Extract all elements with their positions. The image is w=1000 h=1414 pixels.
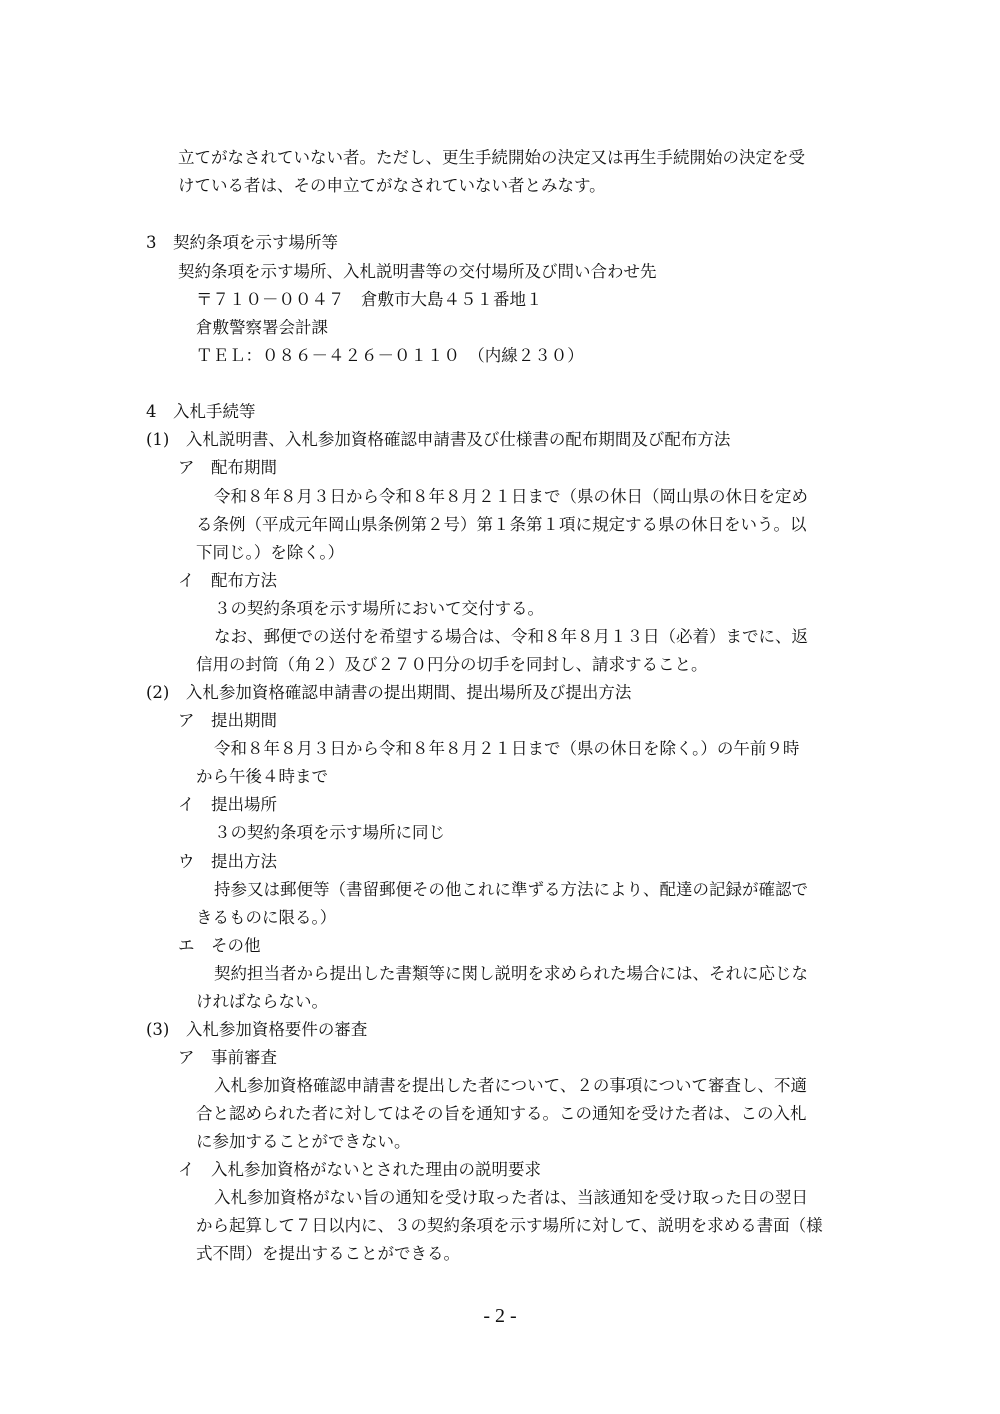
text-line: 式不問）を提出することができる。 <box>196 1244 460 1263</box>
section-heading: 4 入札手続等 <box>146 402 256 421</box>
text-line: 令和８年８月３日から令和８年８月２１日まで（県の休日（岡山県の休日を定め <box>214 487 808 506</box>
text-line: に参加することができない。 <box>196 1132 411 1151</box>
text-line: 契約条項を示す場所、入札説明書等の交付場所及び問い合わせ先 <box>178 262 657 281</box>
address-line: 〒７１０－００４７ 倉敷市大島４５１番地１ <box>196 290 543 309</box>
text-line: 信用の封筒（角２）及び２７０円分の切手を同封し、請求すること。 <box>196 655 708 674</box>
phone-line: ＴＥＬ：０８６－４２６－０１１０ （内線２３０） <box>196 346 584 365</box>
item-heading: イ 提出場所 <box>178 795 277 814</box>
text-line: から起算して７日以内に、３の契約条項を示す場所に対して、説明を求める書面（様 <box>196 1216 823 1235</box>
text-line: 令和８年８月３日から令和８年８月２１日まで（県の休日を除く。）の午前９時 <box>214 739 800 758</box>
item-heading: ア 提出期間 <box>178 711 277 730</box>
text-line: 契約担当者から提出した書類等に関し説明を求められた場合には、それに応じな <box>214 964 808 983</box>
section-heading: 3 契約条項を示す場所等 <box>146 233 338 252</box>
item-heading: ア 事前審査 <box>178 1048 277 1067</box>
item-heading: エ その他 <box>178 936 261 955</box>
text-line: きるものに限る。） <box>196 908 337 927</box>
text-line: ３の契約条項を示す場所に同じ <box>214 823 445 842</box>
subsection-heading: (2) 入札参加資格確認申請書の提出期間、提出場所及び提出方法 <box>146 683 632 702</box>
text-line: 下同じ。）を除く。） <box>196 543 345 562</box>
page-number: - 2 - <box>483 1305 517 1327</box>
text-line: ければならない。 <box>196 992 328 1011</box>
text-line: 立てがなされていない者。ただし、更生手続開始の決定又は再生手続開始の決定を受 <box>178 148 805 167</box>
text-line: けている者は、その申立てがなされていない者とみなす。 <box>178 176 606 195</box>
text-line: から午後４時まで <box>196 767 328 786</box>
text-line: る条例（平成元年岡山県条例第２号）第１条第１項に規定する県の休日をいう。以 <box>196 515 807 534</box>
text-line: なお、郵便での送付を希望する場合は、令和８年８月１３日（必着）までに、返 <box>214 627 808 646</box>
text-line: 入札参加資格がない旨の通知を受け取った者は、当該通知を受け取った日の翌日 <box>214 1188 808 1207</box>
subsection-heading: (1) 入札説明書、入札参加資格確認申請書及び仕様書の配布期間及び配布方法 <box>146 430 731 449</box>
text-line: 入札参加資格確認申請書を提出した者について、２の事項について審査し、不適 <box>214 1076 808 1095</box>
item-heading: イ 配布方法 <box>178 571 277 590</box>
subsection-heading: (3) 入札参加資格要件の審査 <box>146 1020 368 1039</box>
item-heading: ア 配布期間 <box>178 458 277 477</box>
item-heading: ウ 提出方法 <box>178 852 277 871</box>
office-name: 倉敷警察署会計課 <box>196 318 328 337</box>
item-heading: イ 入札参加資格がないとされた理由の説明要求 <box>178 1160 541 1179</box>
text-line: 持参又は郵便等（書留郵便その他これに準ずる方法により、配達の記録が確認で <box>214 880 808 899</box>
text-line: 合と認められた者に対してはその旨を通知する。この通知を受けた者は、この入札 <box>196 1104 807 1123</box>
text-line: ３の契約条項を示す場所において交付する。 <box>214 599 544 618</box>
